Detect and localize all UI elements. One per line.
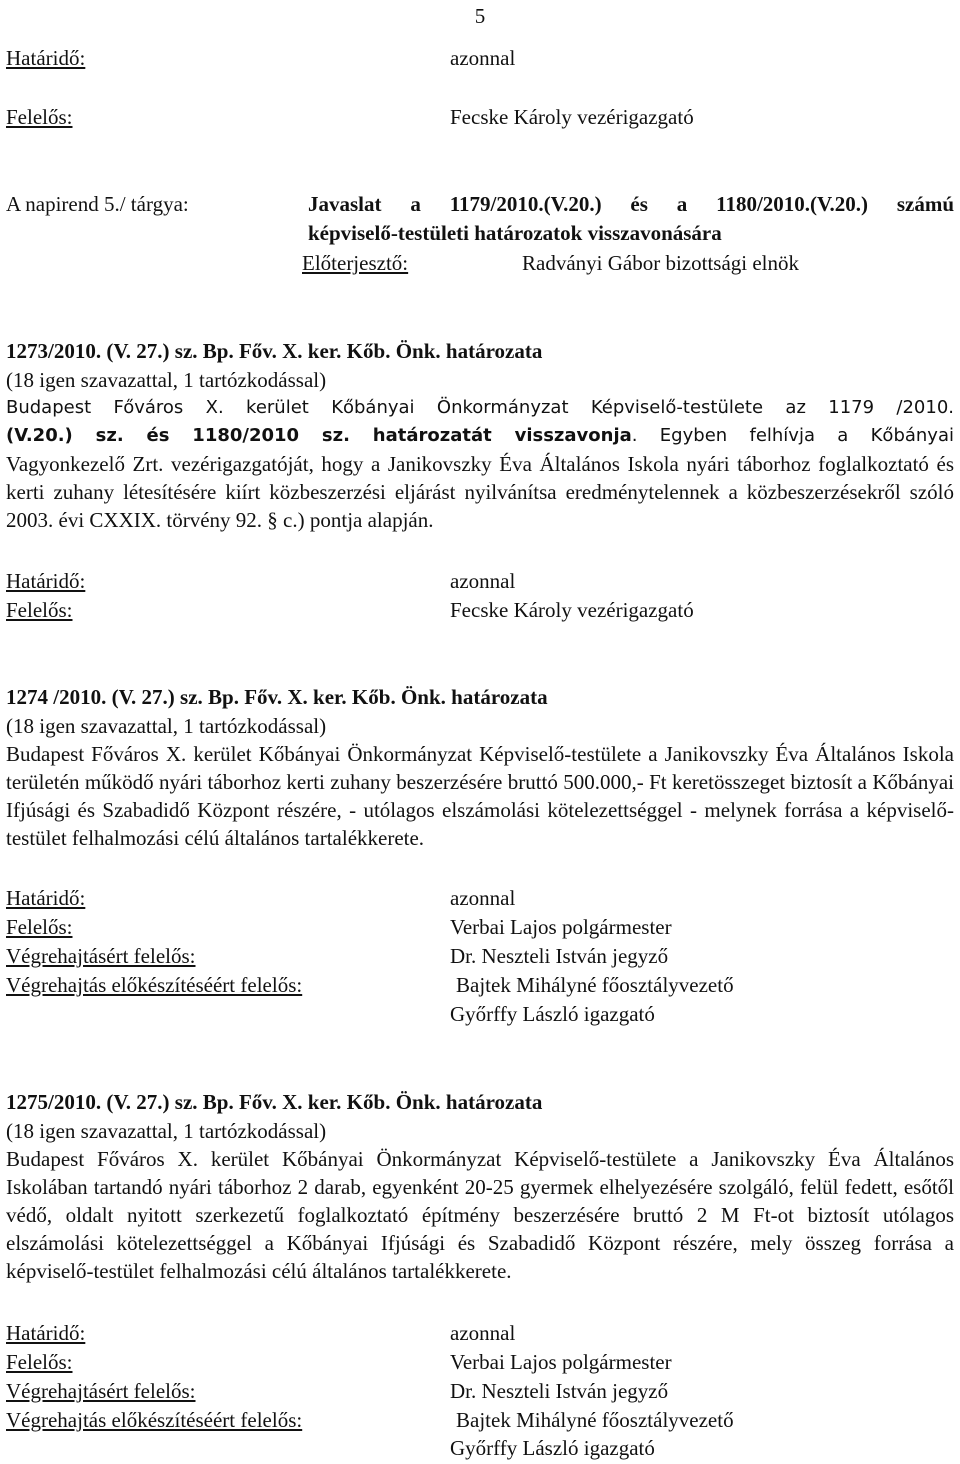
resolution-1273-vote: (18 igen szavazattal, 1 tartózkodással) (6, 368, 327, 392)
deadline-label: Határidő: (6, 886, 86, 910)
resolution-1274-executor-row (6, 942, 906, 970)
preparation-label: Végrehajtás előkészítéséért felelős: (6, 973, 303, 997)
executor-value: Dr. Neszteli István jegyző (450, 944, 669, 968)
resolution-1274-preparation-row-2 (6, 1000, 906, 1028)
responsible-value: Verbai Lajos polgármester (450, 915, 672, 939)
deadline-value: azonnal (450, 886, 516, 910)
resolution-1273-body (6, 450, 954, 534)
resolution-1273-body-text: Vagyonkezelő Zrt. vezérigazgatóját, hogy a Janikovszky Éva Általános Iskola nyári táborhoz foglalkoztató és kerti zuhany létesítésére kiírt közbeszerzési eljárást nyilvánítsa eredménytelennek a közbeszerzésekről szóló 2003. évi CXXIX. törvény 92. § c.) pontja alapján. (6, 452, 954, 532)
deadline-value: azonnal (450, 1321, 516, 1345)
resolution-1275-deadline-row (6, 1319, 906, 1347)
resolution-1275-heading: 1275/2010. (V. 27.) sz. Bp. Főv. X. ker. Kőb. Önk. határozata (6, 1090, 543, 1114)
executor-label: Végrehajtásért felelős: (6, 1379, 196, 1403)
resolution-1273-revocation: (V.20.) sz. és 1180/2010 sz. határozatát visszavonja (6, 425, 632, 446)
preparation-value-2: Győrffy László igazgató (450, 1436, 655, 1460)
resolution-1274-heading: 1274 /2010. (V. 27.) sz. Bp. Főv. X. ker. Kőb. Önk. határozata (6, 685, 548, 709)
preparation-label: Végrehajtás előkészítéséért felelős: (6, 1408, 303, 1432)
responsible-value: Verbai Lajos polgármester (450, 1350, 672, 1374)
preparation-value-2: Győrffy László igazgató (450, 1002, 655, 1026)
responsible-value: Fecske Károly vezérigazgató (450, 105, 694, 129)
resolution-1275-preparation-row (6, 1406, 906, 1434)
executor-value: Dr. Neszteli István jegyző (450, 1379, 669, 1403)
resolution-1275-preparation-row-2 (6, 1434, 906, 1462)
responsible-label: Felelős: (6, 105, 73, 129)
deadline-label: Határidő: (6, 569, 86, 593)
presenter-value: Radványi Gábor bizottsági elnök (522, 251, 800, 275)
resolution-1274-body-text: Budapest Főváros X. kerület Kőbányai Önkormányzat Képviselő-testülete a Janikovszky Éva Általános Iskola területén működő nyári táborhoz kerti zuhany beszerzésére bruttó 500.000,- Ft keretösszeget biztosít a Kőbányai Ifjúsági és Szabadidő Központ részére, - utólagos elszámolási kötelezettséggel - melynek forrása a képviselő-testület felhalmozási célú általános tartalékkerete. (6, 742, 954, 850)
preparation-value-1: Bajtek Mihályné főosztályvezető (456, 1408, 734, 1432)
responsible-label: Felelős: (6, 915, 73, 939)
resolution-1275-executor-row (6, 1377, 906, 1405)
resolution-1275-responsible-row (6, 1348, 906, 1376)
resolution-1274-responsible-row (6, 913, 906, 941)
resolution-1273-responsible-row (6, 596, 906, 624)
top-responsible-row (6, 103, 906, 131)
preparation-value-1: Bajtek Mihályné főosztályvezető (456, 973, 734, 997)
responsible-label: Felelős: (6, 598, 73, 622)
page-number: 5 (474, 4, 486, 28)
resolution-1275-body (6, 1145, 954, 1285)
deadline-value: azonnal (450, 569, 516, 593)
resolution-1274-deadline-row (6, 884, 906, 912)
agenda-label: A napirend 5./ tárgya: (6, 192, 189, 216)
resolution-1275-body-text: Budapest Főváros X. kerület Kőbányai Önkormányzat Képviselő-testülete a Janikovszky Éva Általános Iskolában tartandó nyári táborhoz 2 darab, egyenként 20-25 gyermek elhelyezésére szolgáló, felül fedett, esőtől védő, oldalt nyitott szerkezetű foglalkoztató építmény beszerzésére bruttó 2 M Ft-ot biztosít utólagos elszámolási kötelezettséggel a Kőbányai Ifjúsági és Szabadidő Központ részére, mely összeg forrása a képviselő-testület felhalmozási célú általános tartalékkerete. (6, 1147, 954, 1283)
deadline-value: azonnal (450, 46, 516, 70)
agenda-label-row (6, 190, 306, 218)
executor-label: Végrehajtásért felelős: (6, 944, 196, 968)
deadline-label: Határidő: (6, 46, 86, 70)
resolution-1275-vote: (18 igen szavazattal, 1 tartózkodással) (6, 1119, 327, 1143)
agenda-title-line1: Javaslat a 1179/2010.(V.20.) és a 1180/2010.(V.20.) számú (308, 192, 954, 216)
resolution-1273-heading: 1273/2010. (V. 27.) sz. Bp. Főv. X. ker. Kőb. Önk. határozata (6, 339, 543, 363)
responsible-value: Fecske Károly vezérigazgató (450, 598, 694, 622)
resolution-1273-call: . Egyben felhívja a Kőbányai (631, 425, 954, 446)
resolution-1273-line1: Budapest Főváros X. kerület Kőbányai Önkormányzat Képviselő-testülete az 1179 /2010. (6, 397, 954, 418)
resolution-1273-deadline-row (6, 567, 906, 595)
resolution-1274-body (6, 740, 954, 852)
resolution-1273-line2 (6, 422, 954, 450)
responsible-label: Felelős: (6, 1350, 73, 1374)
deadline-label: Határidő: (6, 1321, 86, 1345)
agenda-title-line2: képviselő-testületi határozatok visszavonására (308, 221, 722, 245)
presenter-row (302, 249, 942, 277)
presenter-label: Előterjesztő: (302, 251, 409, 275)
resolution-1274-preparation-row (6, 971, 906, 999)
resolution-1274-vote: (18 igen szavazattal, 1 tartózkodással) (6, 714, 327, 738)
top-deadline-row (6, 44, 906, 72)
